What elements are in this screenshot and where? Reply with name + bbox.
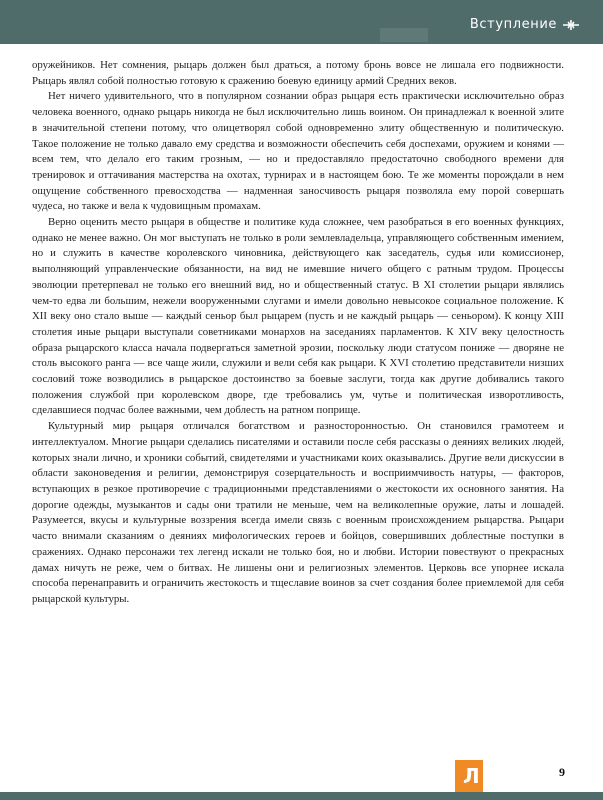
bottom-rule (0, 792, 603, 800)
publisher-logo (455, 760, 483, 792)
fleur-ornament-icon (563, 19, 579, 31)
paragraph-3: Верно оценить место рыцаря в обществе и политике куда сложнее, чем разобраться в его военных функциях, однако не менее важно. Он мог выступать не только в роли землевладельца, управляющего собственным имением, но и служить в качестве королевского чиновника, действующего как заседатель, судья или комиссионер, выполняющий управленческие обязанности, на вид не имевшие ничего общего с ратным трудом. Процессы эволюции претерпевал не только его внешний вид, но и общественный статус. В XI столетии рыцари являлись чем-то едва ли большим, нежели вооруженными слугами и имели довольно невысокое социальное положение. К XII веку оно стало выше — каждый сеньор был рыцарем (пусть и не каждый рыцарь — сеньором). К концу XIII столетия иные рыцари выступали советниками монархов на заседаниях парламентов. К XIV веку целостность образа рыцарского класса начала подвергаться заметной эрозии, поскольку люди статусом пониже — дворяне не столь высокого ранга — все чаще жили, служили и вели себя как рыцари. К XVI столетию представители низших сословий тоже возводились в рыцарское достоинство за боевые заслуги, тогда как другие добивались такого положения службой при королевском дворе, где требовались ум, чутье и политическая изворотливость, сделавшиеся подчас более важными, чем доблесть на ратном поприще. (32, 216, 564, 417)
paragraph-4: Культурный мир рыцаря отличался богатством и разносторонностью. Он становился грамотеем и интеллектуалом. Многие рыцари сделались писателями и оставили после себя рассказы о деяниях великих людей, которых знали лично, и хроники событий, свидетелями и участниками коих оказывались. Другие вели дискуссии в области законоведения и религии, демонстрируя созерцательность и восприимчивость натуры, — факторов, вступающих в резкое противоречие с традиционными представлениями о жестокости их основного занятия. На дорогие одежды, музыкантов и сады они тратили не меньше, чем на великолепные оружие, латы и лошадей. Разумеется, вкусы и культурные воззрения всегда имели связь с военным происхождением рыцарства. Рыцари часто внимали сказаниям о деяниях мифологических героев и бойцов, совершивших доблестные поступки в сражениях. Однако персонажи тех легенд искали не только боя, но и любви. Истории повествуют о прекрасных дамах ничуть не реже, чем о битвах. Не лишены они и религиозных элементов. Церковь все упорнее искала способа перенаправить и ограничить жестокость и тщеславие воинов за счет создания более приемлемой для себя рыцарской культуры. (32, 420, 564, 605)
page-number: 9 (559, 765, 565, 779)
publisher-logo-letter: Л (463, 764, 480, 788)
paragraph-1: оружейников. Нет сомнения, рыцарь должен был драться, а потому бронь вовсе не лишала его подвижности. Рыцарь являл собой полностью готовую к сражению боевую единицу армий Средних веков. (32, 59, 564, 87)
paragraph-2: Нет ничего удивительного, что в популярном сознании образ рыцаря есть практически исключительно образ человека военного, однако рыцарь никогда не был исключительно лишь воином. Он принадлежал к военной элите в значительной степени потому, что олицетворял собой одновременно элиту общественную и политическую. Такое положение не только давало ему средства и возможности обеспечить себя доспехами, оружием и конями — всем тем, что делало его таким грозным, — но и предоставляло предостаточно свободного времени для тренировок и оттачивания мастерства на охотах, турнирах и в настоящем бою. Те же моменты порождали в нем ощущение собственного превосходства — надменная заносчивость рыцаря позволяла ему порой совершать чудеса, но также и вела к чудовищным промахам. (32, 90, 564, 213)
main-text (32, 58, 564, 608)
section-title: Вступление (469, 17, 557, 32)
header-band (0, 0, 603, 44)
